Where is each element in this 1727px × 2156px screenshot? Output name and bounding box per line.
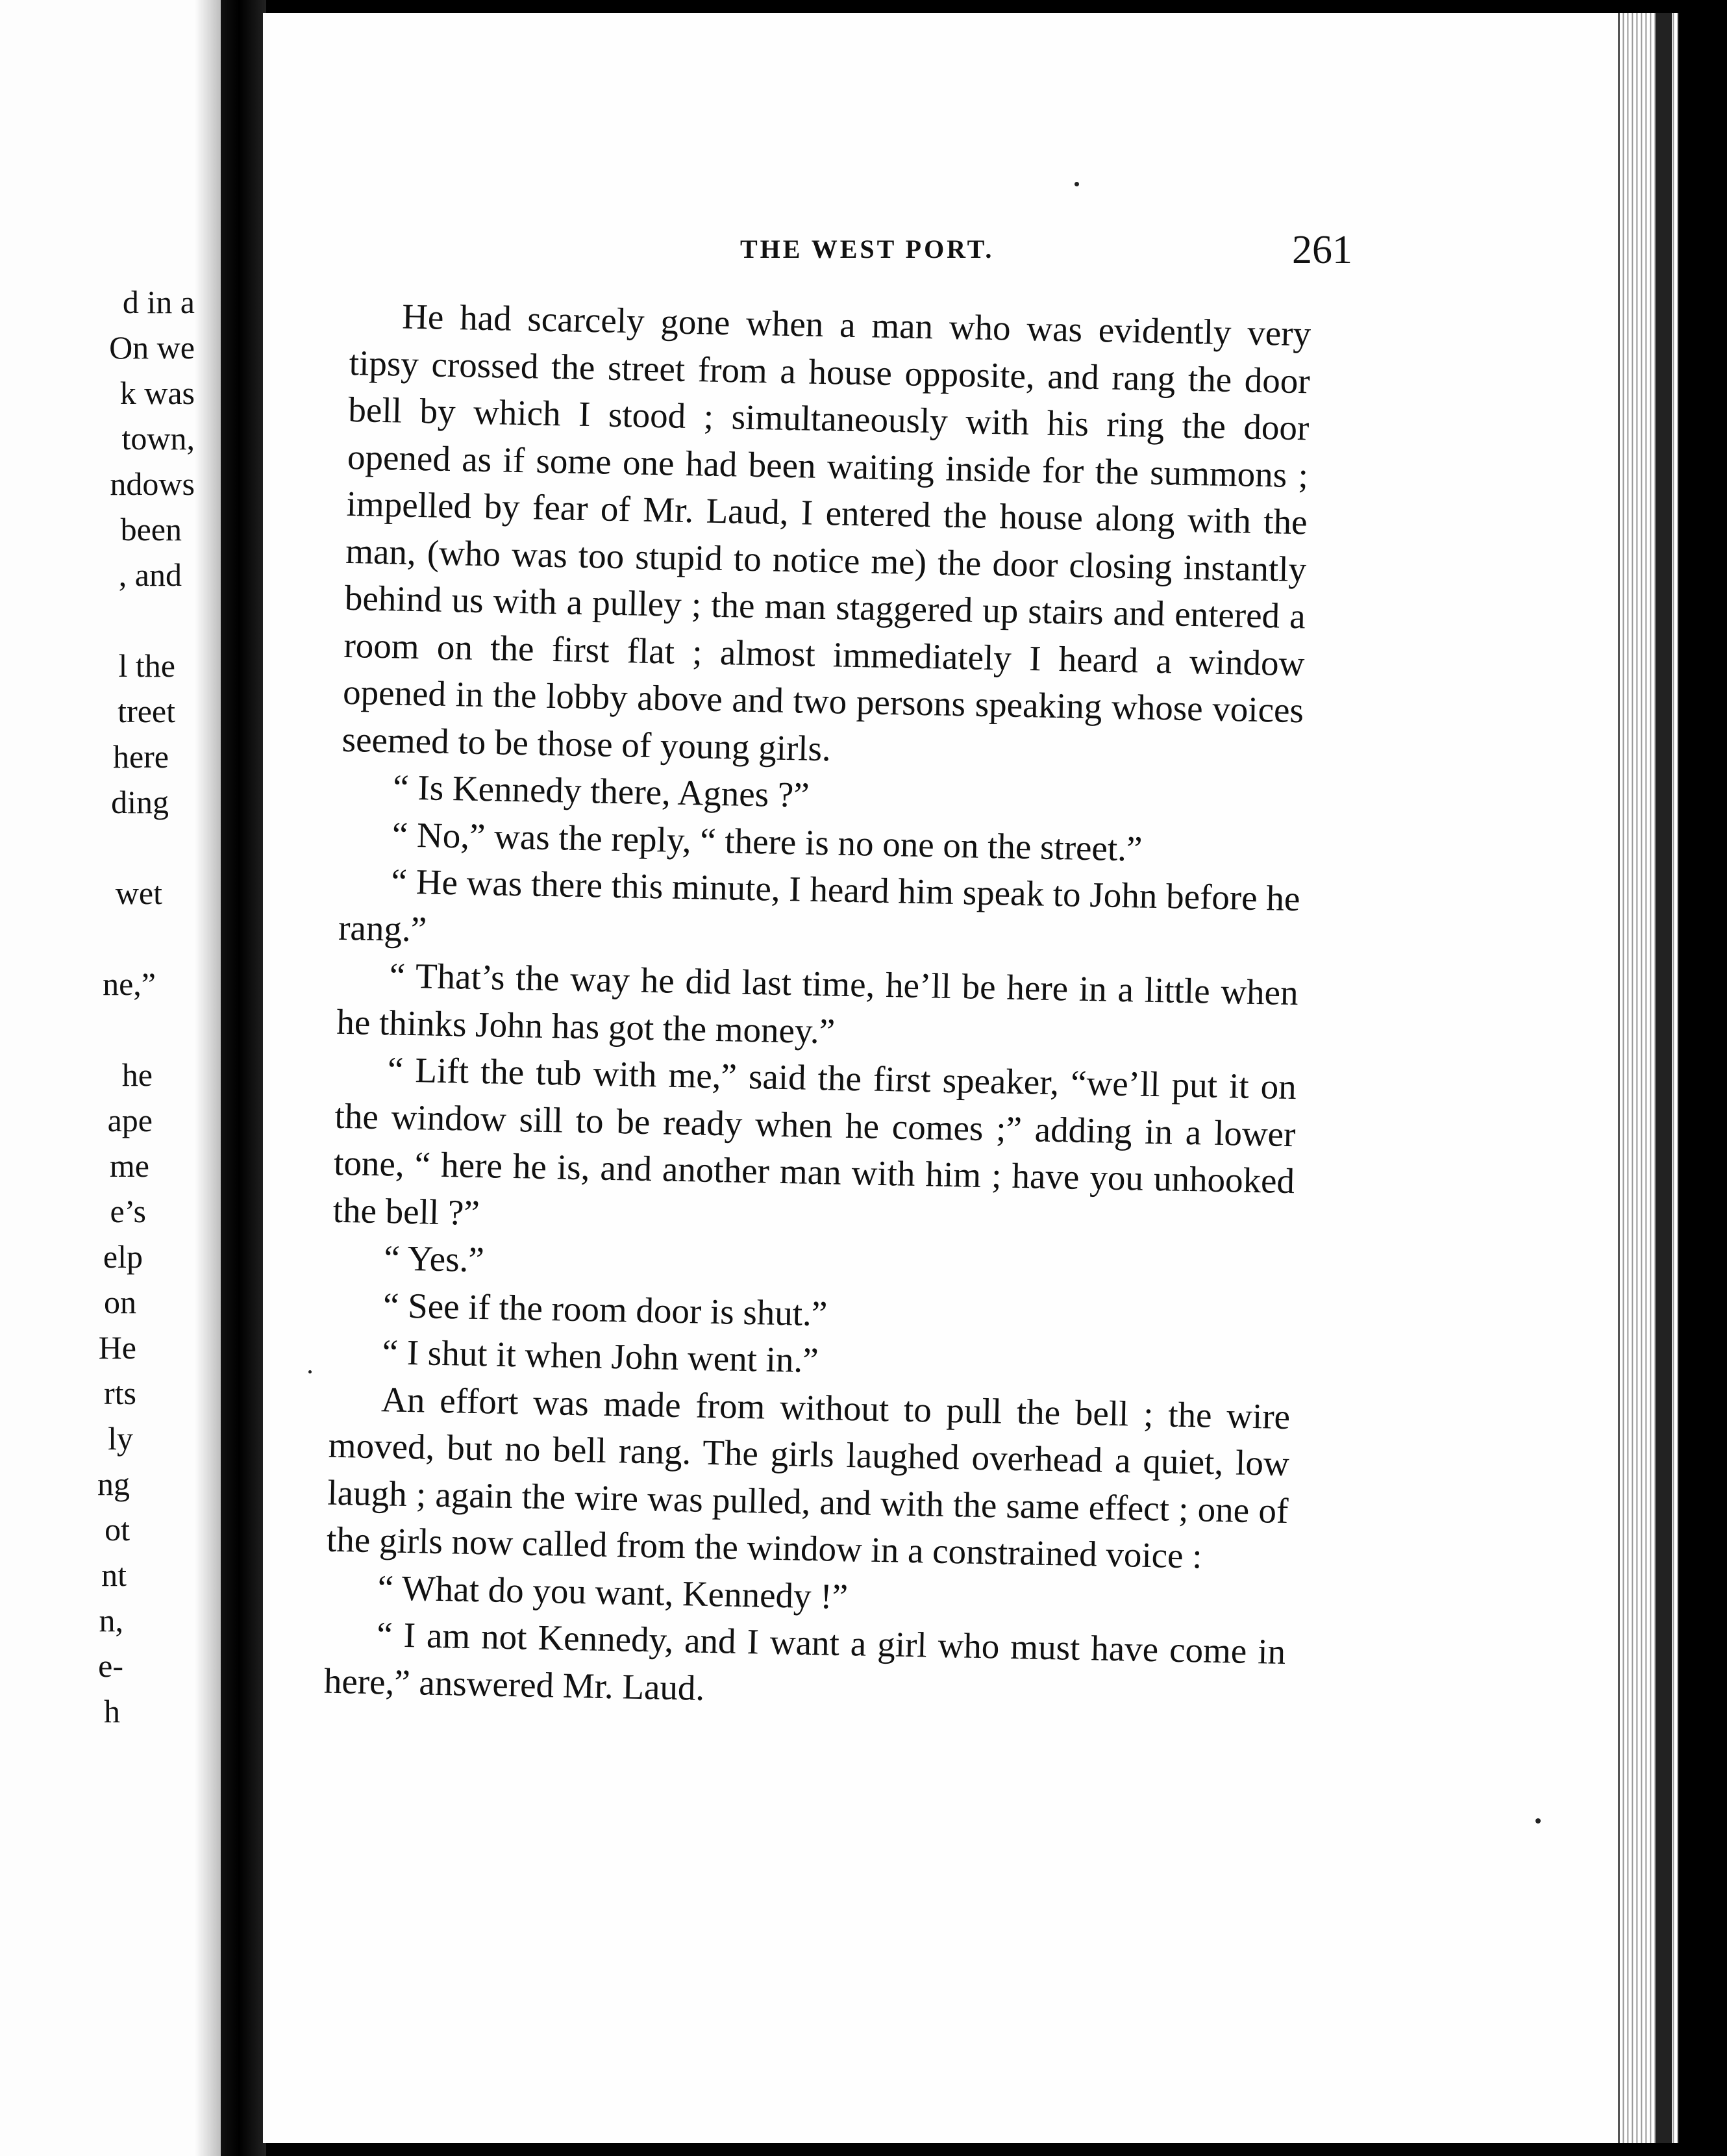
left-page-line: on — [104, 1284, 136, 1320]
left-facing-page — [0, 0, 221, 2156]
page-edges — [1618, 13, 1678, 2143]
left-page-line: ne,” — [103, 966, 156, 1002]
left-page-line: ng — [97, 1466, 130, 1502]
left-page-line: n, — [99, 1602, 123, 1638]
left-page-line: me — [109, 1147, 149, 1184]
paragraph-1: He had scarcely gone when a man who was evidently very tipsy crossed the street from a house opposite, and rang the door bell by which I stood ; simultaneously with his ring the door opened as if some one had been waiting inside for the summons ; impelled by fear of Mr. Laud, I entered the house along with the man, (who was too stupid to notice me) the door closing instantly behind us with a pulley ; the man staggered up stairs and entered a room on the first flat ; almost immediately I heard a window opened in the lobby above and two persons speaking whose voices seemed to be those of young girls. — [342, 296, 1311, 768]
right-page — [263, 13, 1678, 2143]
left-page-line: town, — [121, 420, 195, 457]
paragraph-2: “ Is Kennedy there, Agnes ?” — [392, 767, 810, 815]
left-page-line: treet — [118, 693, 175, 729]
left-page-line: e- — [98, 1648, 123, 1684]
ink-speck — [1535, 1818, 1541, 1824]
spine-shadow — [195, 0, 221, 2156]
ink-speck — [1075, 182, 1079, 186]
paragraph-3: “ No,” was the reply, “ there is no one on the street.” — [391, 814, 1143, 869]
left-page-line: nt — [101, 1557, 127, 1593]
left-page-line: ape — [107, 1102, 153, 1138]
left-page-line: k was — [119, 375, 195, 411]
paragraph-5: “ That’s the way he did last time, he’ll be here in a little when he thinks John has got the money.” — [336, 955, 1299, 1051]
paragraph-8: “ See if the room door is shut.” — [382, 1285, 828, 1333]
paragraph-7: “ Yes.” — [383, 1238, 485, 1280]
left-page-line: ndows — [110, 466, 195, 502]
paragraph-11: “ What do you want, Kennedy !” — [377, 1567, 849, 1616]
running-head: THE WEST PORT. — [740, 234, 995, 264]
left-page-line: rts — [104, 1375, 136, 1411]
left-page-line: , and — [118, 557, 182, 593]
left-page-line: ding — [111, 784, 169, 820]
ink-speck — [308, 1370, 312, 1373]
left-page-line: been — [120, 511, 182, 547]
page-number: 261 — [1292, 228, 1352, 272]
left-page-line: here — [112, 738, 169, 775]
paragraph-12: “ I am not Kennedy, and I want a girl who must have come in here,” answered Mr. Laud. — [323, 1614, 1286, 1708]
body-text — [323, 292, 1311, 1723]
left-page-line: d in a — [122, 284, 195, 320]
left-page-line: He — [98, 1329, 136, 1366]
paragraph-6: “ Lift the tub with me,” said the first speaker, “we’ll put it on the window sill to be ready when he comes ;” adding in a lower tone, “ here he is, and another man with him ; have you unhooked the bell ?” — [332, 1049, 1297, 1233]
book-gutter — [221, 0, 266, 2156]
left-page-line: e’s — [110, 1193, 146, 1229]
left-page-line: ot — [105, 1511, 130, 1548]
left-page-line: he — [121, 1057, 153, 1093]
left-page-line: wet — [115, 875, 162, 911]
left-page-line: h — [104, 1693, 120, 1729]
left-page-line: On we — [109, 329, 195, 366]
left-page-line: l the — [118, 647, 175, 684]
paragraph-10: An effort was made from without to pull the bell ; the wire moved, but no bell rang. The girls laughed overhead a quiet, low laugh ; again the wire was pulled, and with the same effect ; one of the girls now called from the window in a constrained voice : — [326, 1379, 1291, 1576]
left-page-line: ly — [108, 1420, 133, 1457]
paragraph-4: “ He was there this minute, I heard him speak to John before he rang.” — [338, 861, 1300, 949]
paragraph-9: “ I shut it when John went in.” — [382, 1332, 819, 1381]
left-page-line: elp — [103, 1238, 143, 1275]
